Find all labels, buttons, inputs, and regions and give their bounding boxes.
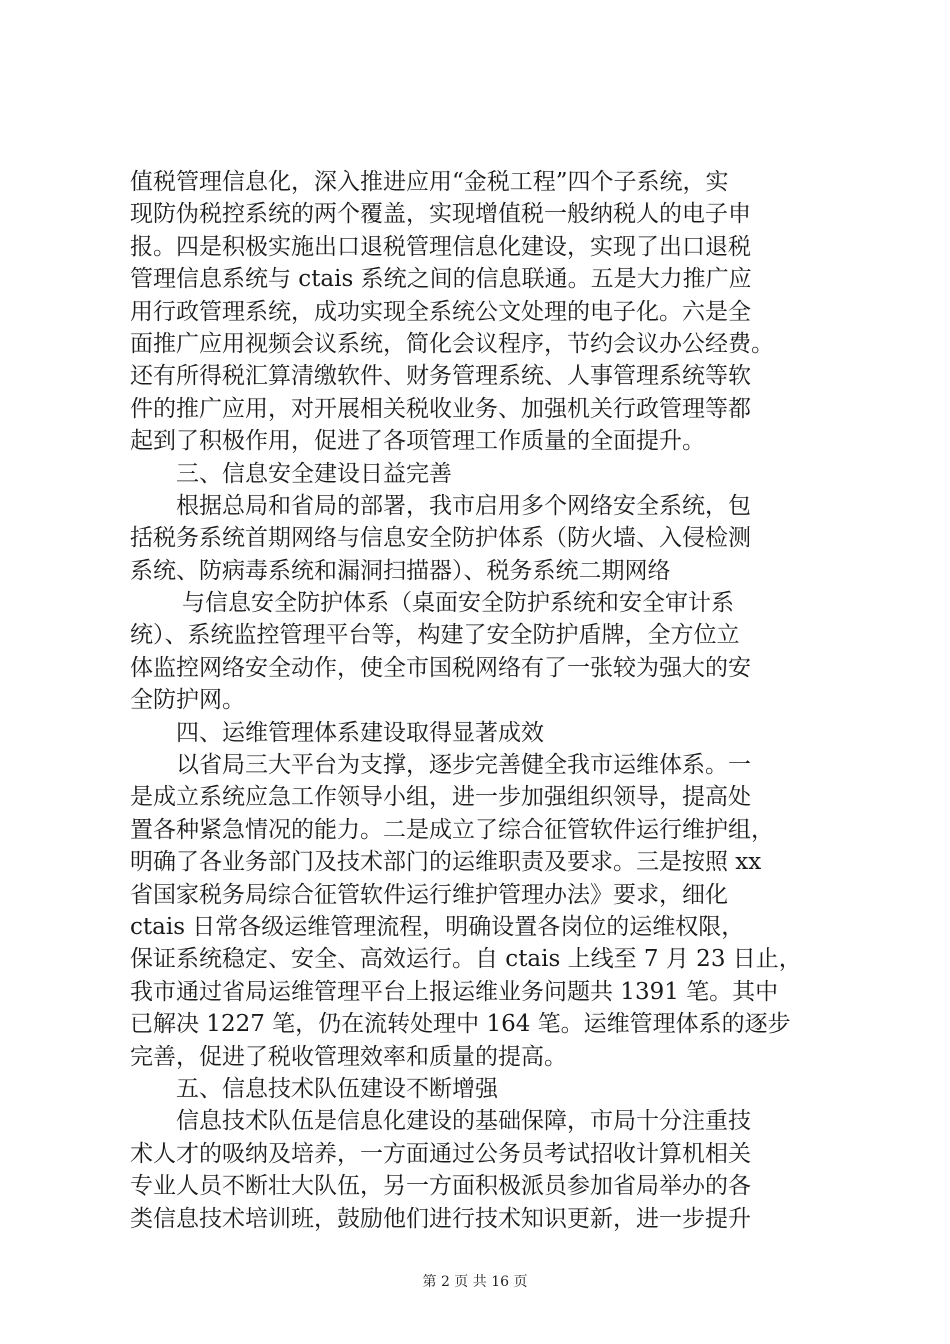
text-line: 省国家税务局综合征管软件运行维护管理办法》要求，细化: [130, 881, 728, 908]
text-line: ctais 日常各级运维管理流程，明确设置各岗位的运维权限，: [130, 913, 745, 940]
text-line: 起到了积极作用，促进了各项管理工作质量的全面提升。: [130, 428, 705, 455]
text-line: 用行政管理系统，成功实现全系统公文处理的电子化。六是全: [130, 298, 751, 325]
text-line: 术人才的吸纳及培养，一方面通过公务员考试招收计算机相关: [130, 1140, 751, 1167]
text-line: 三、信息安全建设日益完善: [176, 460, 452, 487]
text-line: 明确了各业务部门及技术部门的运维职责及要求。三是按照 xx: [130, 849, 762, 876]
text-line: 与信息安全防护体系（桌面安全防护系统和安全审计系: [182, 590, 734, 617]
text-line: 报。四是积极实施出口退税管理信息化建设，实现了出口退税: [130, 233, 751, 260]
text-line: 值税管理信息化，深入推进应用“金税工程”四个子系统，实: [130, 169, 729, 195]
text-line: 是成立系统应急工作领导小组，进一步加强组织领导，提高处: [130, 784, 751, 811]
text-line: 置各种紧急情况的能力。二是成立了综合征管软件运行维护组，: [130, 816, 774, 843]
text-line: 统）、系统监控管理平台等，构建了安全防护盾牌，全方位立: [130, 622, 740, 649]
text-line: 我市通过省局运维管理平台上报运维业务问题共 1391 笔。其中: [130, 978, 779, 1005]
text-line: 五、信息技术队伍建设不断增强: [176, 1075, 498, 1102]
text-line: 面推广应用视频会议系统，简化会议程序，节约会议办公经费。: [130, 330, 774, 357]
text-line: 根据总局和省局的部署，我市启用多个网络安全系统，包: [176, 492, 751, 519]
document-body: [130, 166, 830, 1235]
text-line: 类信息技术培训班，鼓励他们进行技术知识更新，进一步提升: [130, 1205, 751, 1232]
text-line: 体监控网络安全动作，使全市国税网络有了一张较为强大的安: [130, 654, 751, 681]
text-line: 已解决 1227 笔，仍在流转处理中 164 笔。运维管理体系的逐步: [130, 1011, 791, 1038]
text-line: 还有所得税汇算清缴软件、财务管理系统、人事管理系统等软: [130, 363, 751, 390]
text-line: 全防护网。: [130, 687, 245, 714]
text-line: 现防伪税控系统的两个覆盖，实现增值税一般纳税人的电子申: [130, 201, 751, 228]
text-line: 管理信息系统与 ctais 系统之间的信息联通。五是大力推广应: [130, 266, 752, 293]
text-line: 保证系统稳定、安全、高效运行。自 ctais 上线至 7 月 23 日止，: [130, 946, 802, 973]
text-line: 完善，促进了税收管理效率和质量的提高。: [130, 1043, 567, 1070]
text-line: 系统、防病毒系统和漏洞扫描器）、税务系统二期网络: [130, 557, 671, 584]
text-line: 四、运维管理体系建设取得显著成效: [176, 719, 544, 746]
text-line: 信息技术队伍是信息化建设的基础保障，市局十分注重技: [176, 1108, 751, 1135]
text-line: 件的推广应用，对开展相关税收业务、加强机关行政管理等都: [130, 395, 751, 422]
page-footer: 第 2 页 共 16 页: [422, 1274, 528, 1290]
text-line: 以省局三大平台为支撑，逐步完善健全我市运维体系。一: [176, 752, 751, 779]
text-line: 专业人员不断壮大队伍，另一方面积极派员参加省局举办的各: [130, 1173, 751, 1200]
text-line: 括税务系统首期网络与信息安全防护体系（防火墙、入侵检测: [130, 525, 751, 552]
